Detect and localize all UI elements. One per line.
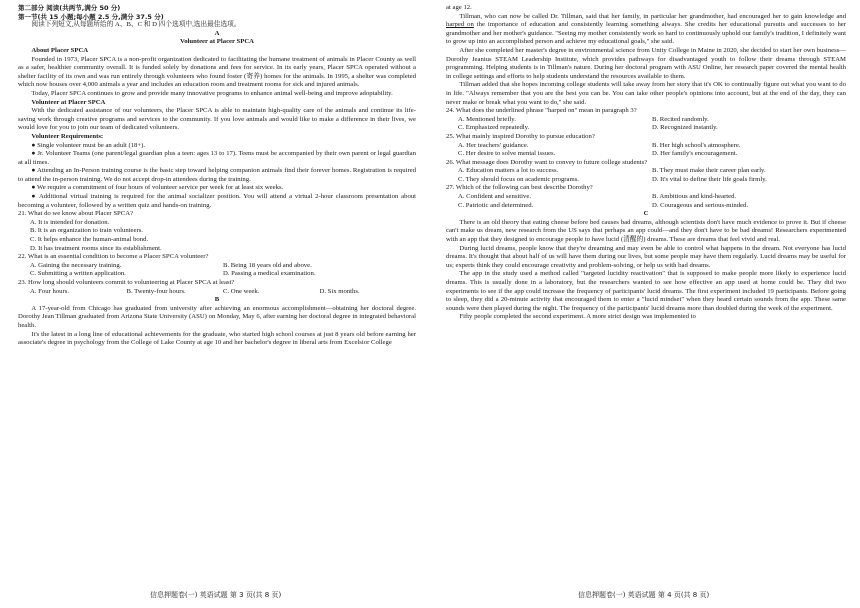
option: B. Twenty-four hours. [126,287,186,295]
passage-b-paragraph-2: It's the latest in a long line of educational achievements for the graduate, who started high school courses at just 8 years old before earning her associate's degree in psychology from the College of Lake County at age 10 and her bachelor's degree in liberal arts from Excelsior College [18,330,416,347]
option: A. Confident and sensitive. [458,193,531,201]
option: D. It has treatment rooms since its establishment. [30,244,162,252]
question-23-options [18,288,416,297]
option: A. Gaining the necessary training. [30,261,122,269]
question-22-options [18,262,416,279]
column-divider [430,0,431,608]
question-24-options [446,116,846,133]
volunteer-heading: Volunteer at Placer SPCA [31,98,106,106]
requirement-item: ● Jr. Volunteer Teams (one parent/legal guardian plus a teen: ages 13 to 17). Teens must be accompanied by their own parent or legal guardian at all times. [18,150,416,166]
option: B. Her high school's atmosphere. [652,141,741,149]
passage-c-paragraph-4: Fifty people completed the second experiment. A more strict design was implemented to [459,313,696,321]
question-26-options [446,167,846,184]
passage-c-paragraph-1: There is an old theory that eating cheese before bed causes bad dreams, although scientists don't have much evidence to prove it. But if cheese can't make us dream, new research from the US says that perhaps an app could—and they don't have to be bad dreams! Researchers experimented with an app that they designed to encourage people to have lucid (清醒的) dreams. These are dreams that feel vivid and real. [446,218,846,244]
option: B. Ambitious and kind-hearted. [652,193,737,201]
option: D. Her family's encouragement. [652,150,738,158]
question-23: 23. How long should volunteers commit to volunteering at Placer SPCA at least? [18,279,235,286]
option: C. Patriotic and determined. [458,201,534,209]
option: A. Mentioned briefly. [458,115,516,123]
question-27-options [446,193,846,210]
question-24: 24. What does the underlined phrase "harped on" mean in paragraph 3? [446,107,637,115]
question-25: 25. What mainly inspired Dorothy to pursue education? [446,132,595,140]
option: A. Education matters a lot to success. [458,167,559,175]
option: C. They should focus on academic programs. [458,175,579,183]
requirement-item: ● Single volunteer must be an adult (18+). [31,141,146,149]
question-27: 27. Which of the following can best describe Dorothy? [446,184,593,192]
right-column [446,4,846,582]
option: D. It's vital to define their life goals firmly. [652,175,767,183]
question-22: 22. What is an essential condition to become a Placer SPCA volunteer? [18,253,209,261]
option: D. Passing a medical examination. [223,270,316,278]
passage-c-paragraph-2: During lucid dreams, people know that they're dreaming and may even be able to control what happens in the dream. Not everyone has lucid dreams. It's thought that about half of us will have them during our lives, but some people may have them regularly. Lucid dreams may be useful for us; experts think they could encourage creativity and problem-solving, or help us with bad dreams. [446,244,846,269]
requirement-item: ● We require a commitment of four hours of volunteer service per week for at least six weeks. [31,184,284,192]
option: B. It is an organization to train volunteers. [30,227,143,235]
text-segment: the importance of education and consistently learning something always. She credits her educational pursuits and successes to her grandmother and her mother's guidance. "Seeing my mother consistently work so hard to continuously uphold our family's tradition, I definitely want to grow up into an accomplished person and achieve my educational goals," she said. [446,21,846,46]
question-26: 26. What message does Dorothy want to convey to future college students? [446,158,648,166]
passage-b-paragraph-4: After she completed her master's degree in environmental science from Unity College in Maine in 2020, she decided to start her own business—Dorothy Jeanius STEAM Leadership Institute, which provides pathways for disadvantaged youth to follow their dreams through STEAM programming. Helping students is in Tillman's nature. During her doctoral program with ASU Online, her research paper covered the mental health in college settings and efforts to help students understand the resources available to them. [446,46,846,80]
instructions: 阅读下列短文,从每题所给的 A、B、C 和 D 四个选项中,选出最佳选项。 [31,21,241,29]
option: C. Submitting a written application. [30,270,126,278]
question-21-options [18,219,416,253]
passage-c-paragraph-3: The app in the study used a method called "targeted lucidity reactivation" that is supposed to make people more likely to experience lucid dreams. This is usually done in a laboratory, but the researchers wanted to see how effective an app used at home could be. They did two experiments to see if the app could increase the frequency of participants' lucid dreams. The first experiment included 19 participants. Before going to sleep, they did a 20-minute activity that encouraged them to enter a "lucid mindset" when they heard certain sounds from the app. These same sounds were then played during the night. The frequency of the participants' lucid dreams more than doubled during the week of the experiment. [446,270,846,312]
about-heading: About Placer SPCA [31,46,89,54]
option: B. They must make their career plan early. [652,167,766,175]
option: B. Being 18 years old and above. [223,261,312,269]
requirement-item: ● Additional virtual training is required for the animal socializer position. You will attend a virtual 2-hour classroom presentation about becoming a volunteer, followed by a written quiz and hands-on training. [18,193,416,209]
requirements-heading: Volunteer Requirements: [31,132,104,140]
passage-c-letter: C [643,210,649,218]
passage-b-paragraph-3 [446,13,846,47]
page-footer-right: 信息押题卷(一) 英语试题 第 4 页(共 8 页) [578,591,710,599]
option: A. It is intended for donation. [30,218,110,226]
passage-b-paragraph-5: Tillman added that she hopes incoming college students will take away from her story that it's OK to continually figure out what you want to do in life. "Always remember that you are the best you can be. You can take other people's opinions into account, but at the end of the day, they can never make or break what you want to do," she said. [446,81,846,106]
passage-a-title: Volunteer at Placer SPCA [180,38,254,46]
underlined-phrase: harped on [446,21,474,29]
left-column [18,4,416,582]
about-paragraph-2: Today, Placer SPCA continues to grow and provide many innovative programs to enhance animal well-being and improve adoptability. [31,89,393,97]
about-paragraph-1: Founded in 1973, Placer SPCA is a non-profit organization dedicated to facilitating the humane treatment of animals in Placer County as well as a safer, healthier community overall. It is funded solely by donations and fees for service. In its early years, Placer SPCA operated without a shelter facility of its own and was run entirely through volunteers who found foster (寄养) homes for the animals. In 1995, a shelter was completed which now houses over 4,000 animals a year and includes an education room and treatment rooms for sick and injured animals. [18,55,416,89]
question-21: 21. What do we know about Placer SPCA? [18,210,134,218]
part-heading: 第二部分 阅读(共两节,满分 50 分) [18,4,121,12]
option: B. Recited randomly. [652,115,709,123]
option: C. Emphasized repeatedly. [458,124,530,132]
section-heading: 第一节(共 15 小题;每小题 2.5 分,满分 37.5 分) [18,12,164,21]
page-footer-left: 信息押题卷(一) 英语试题 第 3 页(共 8 页) [150,591,282,599]
option: D. Recognized instantly. [652,124,718,132]
option: C. It helps enhance the human-animal bond. [30,236,149,244]
option: D. Courageous and serious-minded. [652,201,749,209]
passage-a-letter: A [214,29,220,37]
passage-b-paragraph-1: A 17-year-old from Chicago has graduated from university after achieving an enormous accomplishment—obtaining her doctoral degree. Dorothy Jean Tillman graduated from Arizona State University (ASU) on Monday, May 6, after earning her doctoral degree in integrated behavioral health. [18,304,416,329]
option: C. One week. [223,287,260,295]
option: A. Four hours. [30,287,70,295]
option: A. Her teachers' guidance. [458,141,529,149]
option: D. Six months. [319,287,360,295]
requirement-item: ● Attending an In-Person training course is the basic step toward helping companion animals find their forever homes. Registration is required to attend the in-person training. We do not accept drop-in attendees during the training. [18,167,416,183]
text-segment: Tillman, who can now be called Dr. Tillman, said that her family, in particular her grandmother, had encouraged her to gain knowledge and [459,12,846,20]
question-25-options [446,142,846,159]
passage-b-letter: B [214,296,220,304]
volunteer-paragraph: With the dedicated assistance of our volunteers, the Placer SPCA is able to maintain high-quality care of the animals and continue its life-saving work through creative programs and services to the community. If you love animals and would like to make a difference in their lives, we would love for you to join our team of dedicated volunteers. [18,107,416,132]
passage-b-continuation: at age 12. [446,4,472,11]
option: C. Her desire to solve mental issues. [458,150,556,158]
